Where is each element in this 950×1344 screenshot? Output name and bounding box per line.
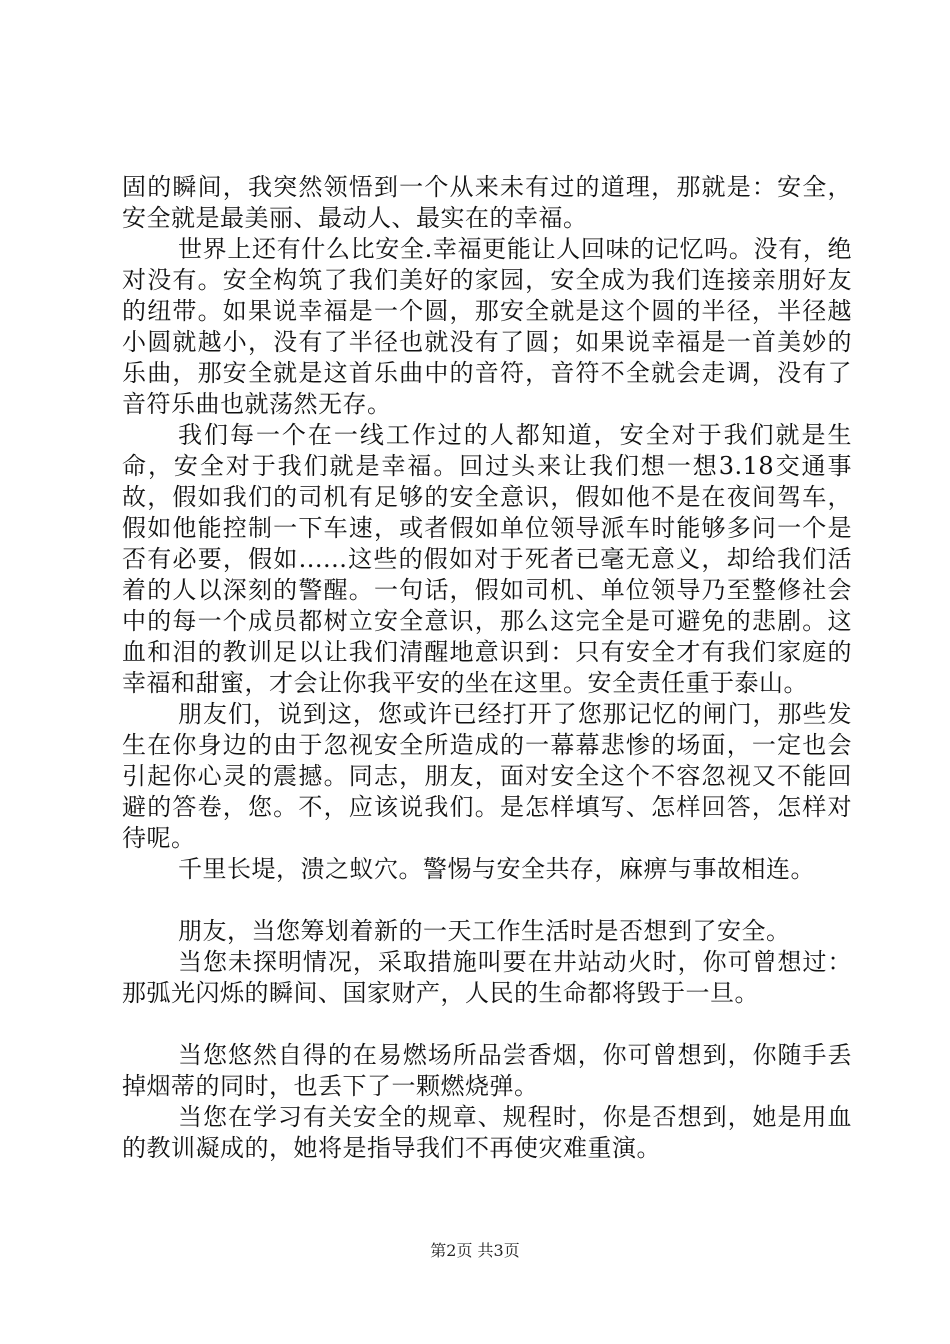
paragraph-spacer: [122, 885, 852, 916]
paragraph-7: 当您未探明情况，采取措施叫要在井站动火时，你可曾想过：那弧光闪烁的瞬间、国家财产，人民的生命都将毁于一旦。: [122, 948, 852, 1007]
paragraph-2: 世界上还有什么比安全.幸福更能让人回味的记忆吗。没有，绝对没有。安全构筑了我们美好的家园，安全成为我们连接亲朋好友的纽带。如果说幸福是一个圆，那安全就是这个圆的半径，半径越小圆就越小，没有了半径也就没有了圆；如果说幸福是一首美妙的乐曲，那安全就是这首乐曲中的音符，音符不全就会走调，没有了音符乐曲也就荡然无存。: [122, 235, 852, 418]
document-body: [122, 172, 852, 1164]
paragraph-3: 我们每一个在一线工作过的人都知道，安全对于我们就是生命，安全对于我们就是幸福。回过头来让我们想一想3.18交通事故，假如我们的司机有足够的安全意识，假如他不是在夜间驾车，假如他能控制一下车速，或者假如单位领导派车时能够多问一个是否有必要，假如......这些的假如对于死者已毫无意义，却给我们活着的人以深刻的警醒。一句话，假如司机、单位领导乃至整修社会中的每一个成员都树立安全意识，那么这完全是可避免的悲剧。这血和泪的教训足以让我们清醒地意识到：只有安全才有我们家庭的幸福和甜蜜，才会让你我平安的坐在这里。安全责任重于泰山。: [122, 421, 852, 697]
paragraph-9: 当您在学习有关安全的规章、规程时，你是否想到，她是用血的教训凝成的，她将是指导我们不再使灾难重演。: [122, 1103, 852, 1162]
paragraph-8: 当您悠然自得的在易燃场所品尝香烟，你可曾想到，你随手丢掉烟蒂的同时，也丢下了一颗燃烧弹。: [122, 1041, 852, 1100]
paragraph-1: 固的瞬间，我突然领悟到一个从来未有过的道理，那就是：安全，安全就是最美丽、最动人、最实在的幸福。: [122, 173, 852, 232]
paragraph-6: 朋友，当您筹划着新的一天工作生活时是否想到了安全。: [178, 917, 791, 945]
paragraph-5: 千里长堤，溃之蚁穴。警惕与安全共存，麻痹与事故相连。: [178, 855, 815, 883]
paragraph-4: 朋友们，说到这，您或许已经打开了您那记忆的闸门，那些发生在你身边的由于忽视安全所造成的一幕幕悲惨的场面，一定也会引起你心灵的震撼。同志，朋友，面对安全这个不容忽视又不能回避的答卷，您。不，应该说我们。是怎样填写、怎样回答，怎样对待呢。: [122, 700, 852, 852]
paragraph-spacer: [122, 1009, 852, 1040]
page-number-footer: 第2页 共3页: [430, 1241, 520, 1260]
